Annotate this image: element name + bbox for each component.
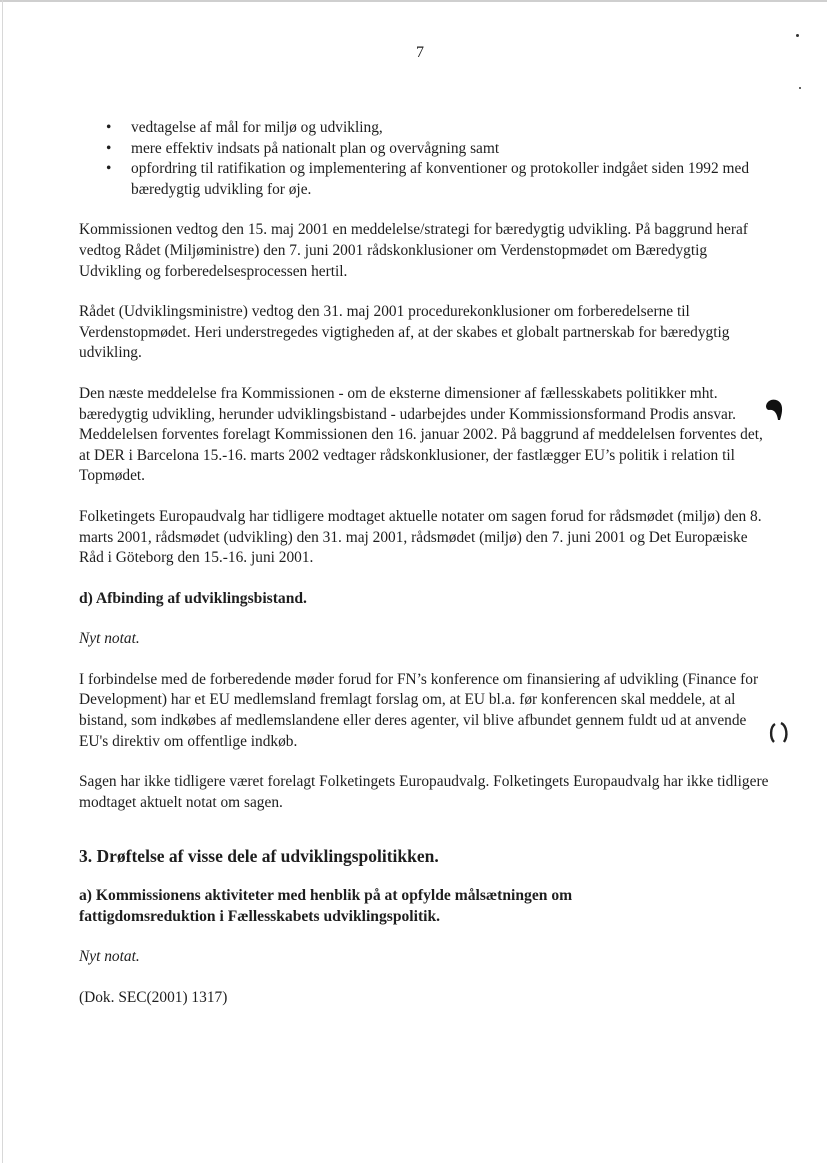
list-item bbox=[79, 159, 769, 200]
bullet-icon: • bbox=[106, 119, 112, 136]
document-body bbox=[79, 118, 769, 1008]
document-reference: (Dok. SEC(2001) 1317) bbox=[79, 988, 228, 1006]
heading-poverty-reduction: a) Kommissionens aktiviteter med henblik på at opfylde målsætningen om fattigdomsreduktion i Fællesskabets udviklingspolitik. bbox=[79, 887, 573, 925]
list-item bbox=[79, 139, 769, 160]
list-item-text: opfordring til ratifikation og implementering af konventioner og protokoller indgået siden 1992 med bæredygtig udvikling for øje. bbox=[131, 160, 750, 198]
paragraph-not-presented: Sagen har ikke tidligere været forelagt Folketingets Europaudvalg. Folketingets Europaudvalg har ikke tidligere modtaget aktuelt notat om sagen. bbox=[79, 773, 769, 811]
note-new-2: Nyt notat. bbox=[79, 948, 140, 966]
scan-speck bbox=[799, 87, 801, 89]
scan-edge-left bbox=[2, 0, 3, 1163]
list-item-text: mere effektiv indsats på nationalt plan og overvågning samt bbox=[131, 139, 500, 157]
heading-section-3: 3. Drøftelse af visse dele af udviklingspolitikken. bbox=[79, 846, 439, 867]
bullet-icon: • bbox=[106, 139, 112, 157]
paragraph-next-communication: Den næste meddelelse fra Kommissionen - om de eksterne dimensioner af fællesskabets politikker mht. bæredygtig udvikling, herunder udviklingsbistand - udarbejdes under Kommissionsformand Prodis ansvar. Meddelelsen forventes forelagt Kommissionen den 16. januar 2002. På baggrund af meddelelsen forventes det, at DER i Barcelona 15.-16. marts 2002 vedtager rådskonklusioner, der fastlægger EU’s politik i relation til Topmødet. bbox=[79, 384, 763, 485]
note-new: Nyt notat. bbox=[79, 630, 140, 648]
page-number: 7 bbox=[416, 44, 424, 61]
list-item bbox=[79, 118, 769, 139]
paragraph-procedure-conclusions: Rådet (Udviklingsministre) vedtog den 31. maj 2001 procedurekonklusioner om forberedelserne til Verdenstopmødet. Heri understregedes vigtigheden af, at der skabes et globalt partnerskab for bæredygtig udvikling. bbox=[79, 303, 730, 362]
bullet-list bbox=[79, 118, 769, 200]
paragraph-strategy: Kommissionen vedtog den 15. maj 2001 en meddelelse/strategi for bæredygtig udvikling. På baggrund heraf vedtog Rådet (Miljøministre) den 7. juni 2001 rådskonklusioner om Verdenstopmødet om Bæredygtig Udvikling og forberedelsesprocessen hertil. bbox=[79, 221, 748, 280]
scan-speck bbox=[796, 34, 799, 37]
heading-untying-aid: d) Afbinding af udviklingsbistand. bbox=[79, 589, 307, 607]
punch-hole-mark bbox=[764, 396, 784, 422]
paragraph-previous-notes: Folketingets Europaudvalg har tidligere modtaget aktuelle notater om sagen forud for rådsmødet (miljø) den 8. marts 2001, rådsmødet (udvikling) den 31. maj 2001, rådsmødet (miljø) den 7. juni 2001 og Det Europæiske Råd i Göteborg den 15.-16. juni 2001. bbox=[79, 507, 762, 567]
bullet-icon: • bbox=[106, 160, 112, 178]
list-item-text: vedtagelse af mål for miljø og udvikling, bbox=[131, 119, 383, 136]
scan-edge-top bbox=[0, 0, 827, 2]
paragraph-finance-for-development: I forbindelse med de forberedende møder forud for FN’s konference om finansiering af udvikling (Finance for Development) har et EU medlemsland fremlagt forslag om, at EU bl.a. før konferencen skal meddele, at al bistand, som indkøbes af medlemslandene eller deres agenter, vil blive afbundet gennem fuldt ud at anvende EU's direktiv om offentlige indkøb. bbox=[79, 670, 759, 750]
punch-hole-mark bbox=[769, 720, 789, 746]
